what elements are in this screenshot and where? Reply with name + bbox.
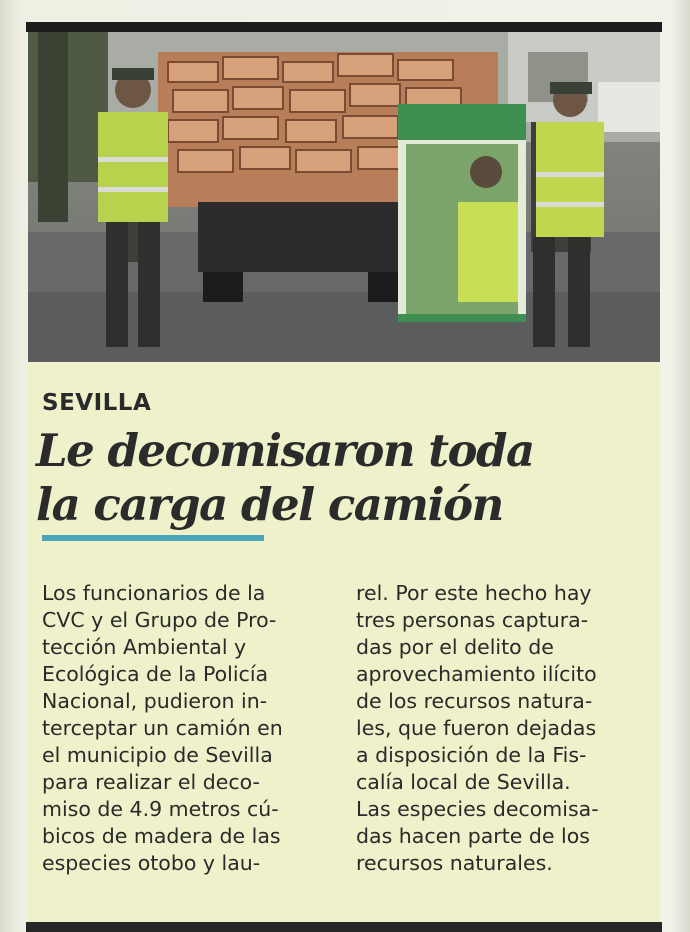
article-photo [28, 32, 660, 362]
text-line: rel. Por este hecho hay [356, 581, 592, 605]
headline-line: Le decomisaron toda [36, 424, 534, 477]
text-line: aprovechamiento ilícito [356, 662, 597, 686]
headline-line: la carga del camión [36, 478, 503, 531]
text-line: para realizar el deco- [42, 770, 260, 794]
section-kicker: SEVILLA [42, 390, 152, 416]
headline [36, 424, 636, 532]
top-border [26, 22, 662, 32]
text-line: a disposición de la Fis- [356, 743, 587, 767]
text-line: Las especies decomisa- [356, 797, 599, 821]
text-column-left [42, 580, 332, 877]
text-line: CVC y el Grupo de Pro- [42, 608, 277, 632]
text-line: les, que fueron dejadas [356, 716, 597, 740]
photo-illustration [28, 32, 660, 362]
text-line: recursos naturales. [356, 851, 553, 875]
text-line: miso de 4.9 metros cú- [42, 797, 279, 821]
text-line: das hacen parte de los [356, 824, 590, 848]
text-line: Nacional, pudieron in- [42, 689, 268, 713]
text-line: tres personas captura- [356, 608, 589, 632]
text-line: de los recursos natura- [356, 689, 593, 713]
text-line: el municipio de Sevilla [42, 743, 273, 767]
accent-rule [42, 535, 264, 541]
text-column-right [356, 580, 646, 877]
text-line: das por el delito de [356, 635, 554, 659]
text-line: Ecológica de la Policía [42, 662, 269, 686]
text-line: especies otobo y lau- [42, 851, 261, 875]
text-line: Los funcionarios de la [42, 581, 266, 605]
bottom-border [26, 922, 662, 932]
text-line: tección Ambiental y [42, 635, 247, 659]
text-line: calía local de Sevilla. [356, 770, 571, 794]
text-line: terceptar un camión en [42, 716, 283, 740]
text-line: bicos de madera de las [42, 824, 281, 848]
